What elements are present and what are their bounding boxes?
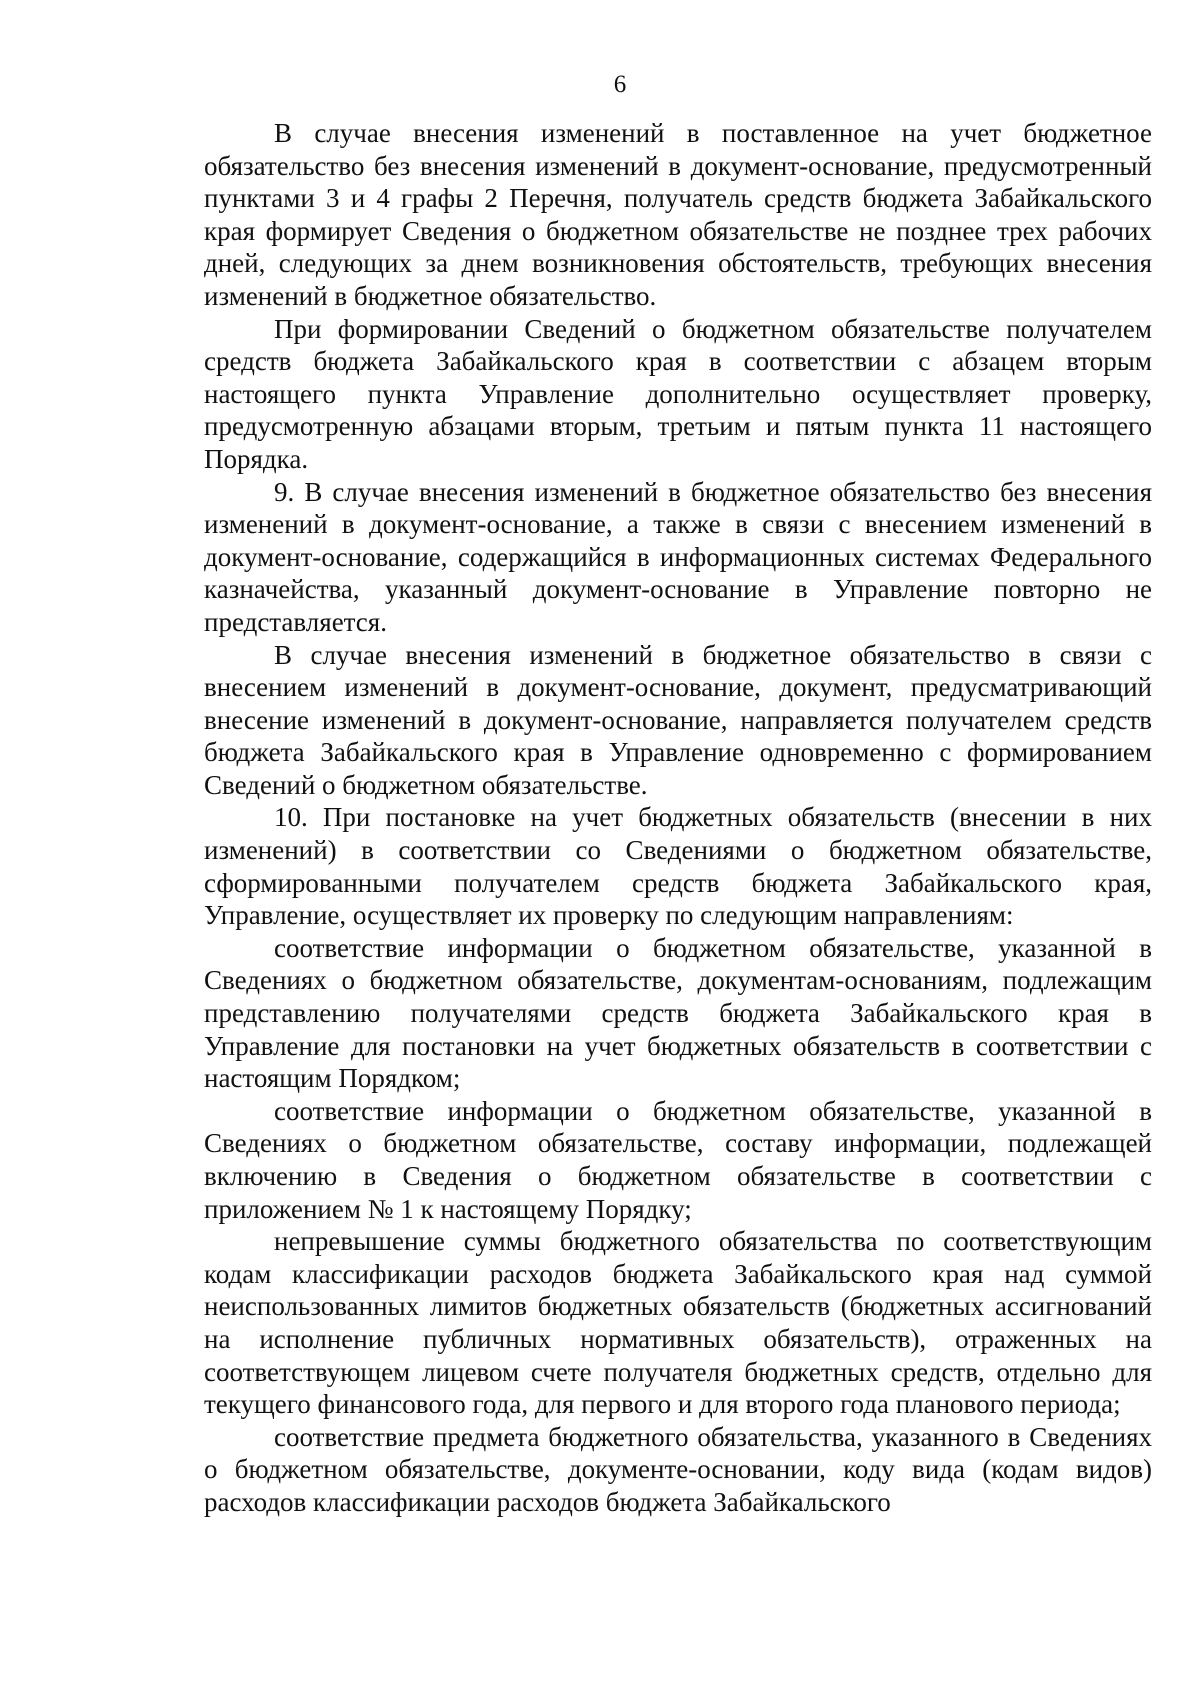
paragraph-item-10: 10. При постановке на учет бюджетных обязательств (внесении в них изменений) в соответствии со Сведениями о бюджетном обязательстве, сформированными получателем средств бюджета Забайкальского края, Управление, осуществляет их проверку по следующим направлениям: (204, 802, 1152, 931)
paragraph-check-limits: непревышение суммы бюджетного обязательства по соответствующим кодам классификации расходов бюджета Забайкальского края над суммой неиспользованных лимитов бюджетных обязательств (бюджетных ассигнований на исполнение публичных нормативных обязательств), отраженных на соответствующем лицевом счете получателя бюджетных средств, отдельно для текущего финансового года, для первого и для второго года планового периода; (204, 1226, 1152, 1420)
document-body (204, 117, 1152, 1519)
paragraph-formation-check: При формировании Сведений о бюджетном обязательстве получателем средств бюджета Забайкальского края в соответствии с абзацем вторым настоящего пункта Управление дополнительно осуществляет проверку, предусмотренную абзацами вторым, третьим и пятым пункта 11 настоящего Порядка. (204, 313, 1152, 474)
paragraph-change-without-basis: В случае внесения изменений в поставленное на учет бюджетное обязательство без внесения изменений в документ-основание, предусмотренный пунктами 3 и 4 графы 2 Перечня, получатель средств бюджета Забайкальского края формирует Сведения о бюджетном обязательстве не позднее трех рабочих дней, следующих за днем возникновения обстоятельств, требующих внесения изменений в бюджетное обязательство. (204, 118, 1152, 311)
paragraph-change-with-basis: В случае внесения изменений в бюджетное обязательство в связи с внесением изменений в документ-основание, документ, предусматривающий внесение изменений в документ-основание, направляется получателем средств бюджета Забайкальского края в Управление одновременно с формированием Сведений о бюджетном обязательстве. (204, 639, 1152, 800)
paragraph-check-composition: соответствие информации о бюджетном обязательстве, указанной в Сведениях о бюджетном обязательстве, составу информации, подлежащей включению в Сведения о бюджетном обязательстве в соответствии с приложением № 1 к настоящему Порядку; (204, 1095, 1152, 1224)
paragraph-item-9: 9. В случае внесения изменений в бюджетное обязательство без внесения изменений в документ-основание, а также в связи с внесением изменений в документ-основание, содержащийся в информационных системах Федерального казначейства, указанный документ-основание в Управление повторно не представляется. (204, 476, 1152, 637)
paragraph-check-documents: соответствие информации о бюджетном обязательстве, указанной в Сведениях о бюджетном обязательстве, документам-основаниям, подлежащим представлению получателями средств бюджета Забайкальского края в Управление для постановки на учет бюджетных обязательств в соответствии с настоящим Порядком; (204, 932, 1152, 1094)
paragraph-check-subject: соответствие предмета бюджетного обязательства, указанного в Сведениях о бюджетном обязательстве, документе-основании, коду вида (кодам видов) расходов классификации расходов бюджета Забайкальского (204, 1421, 1152, 1517)
page-number: 6 (613, 71, 627, 98)
